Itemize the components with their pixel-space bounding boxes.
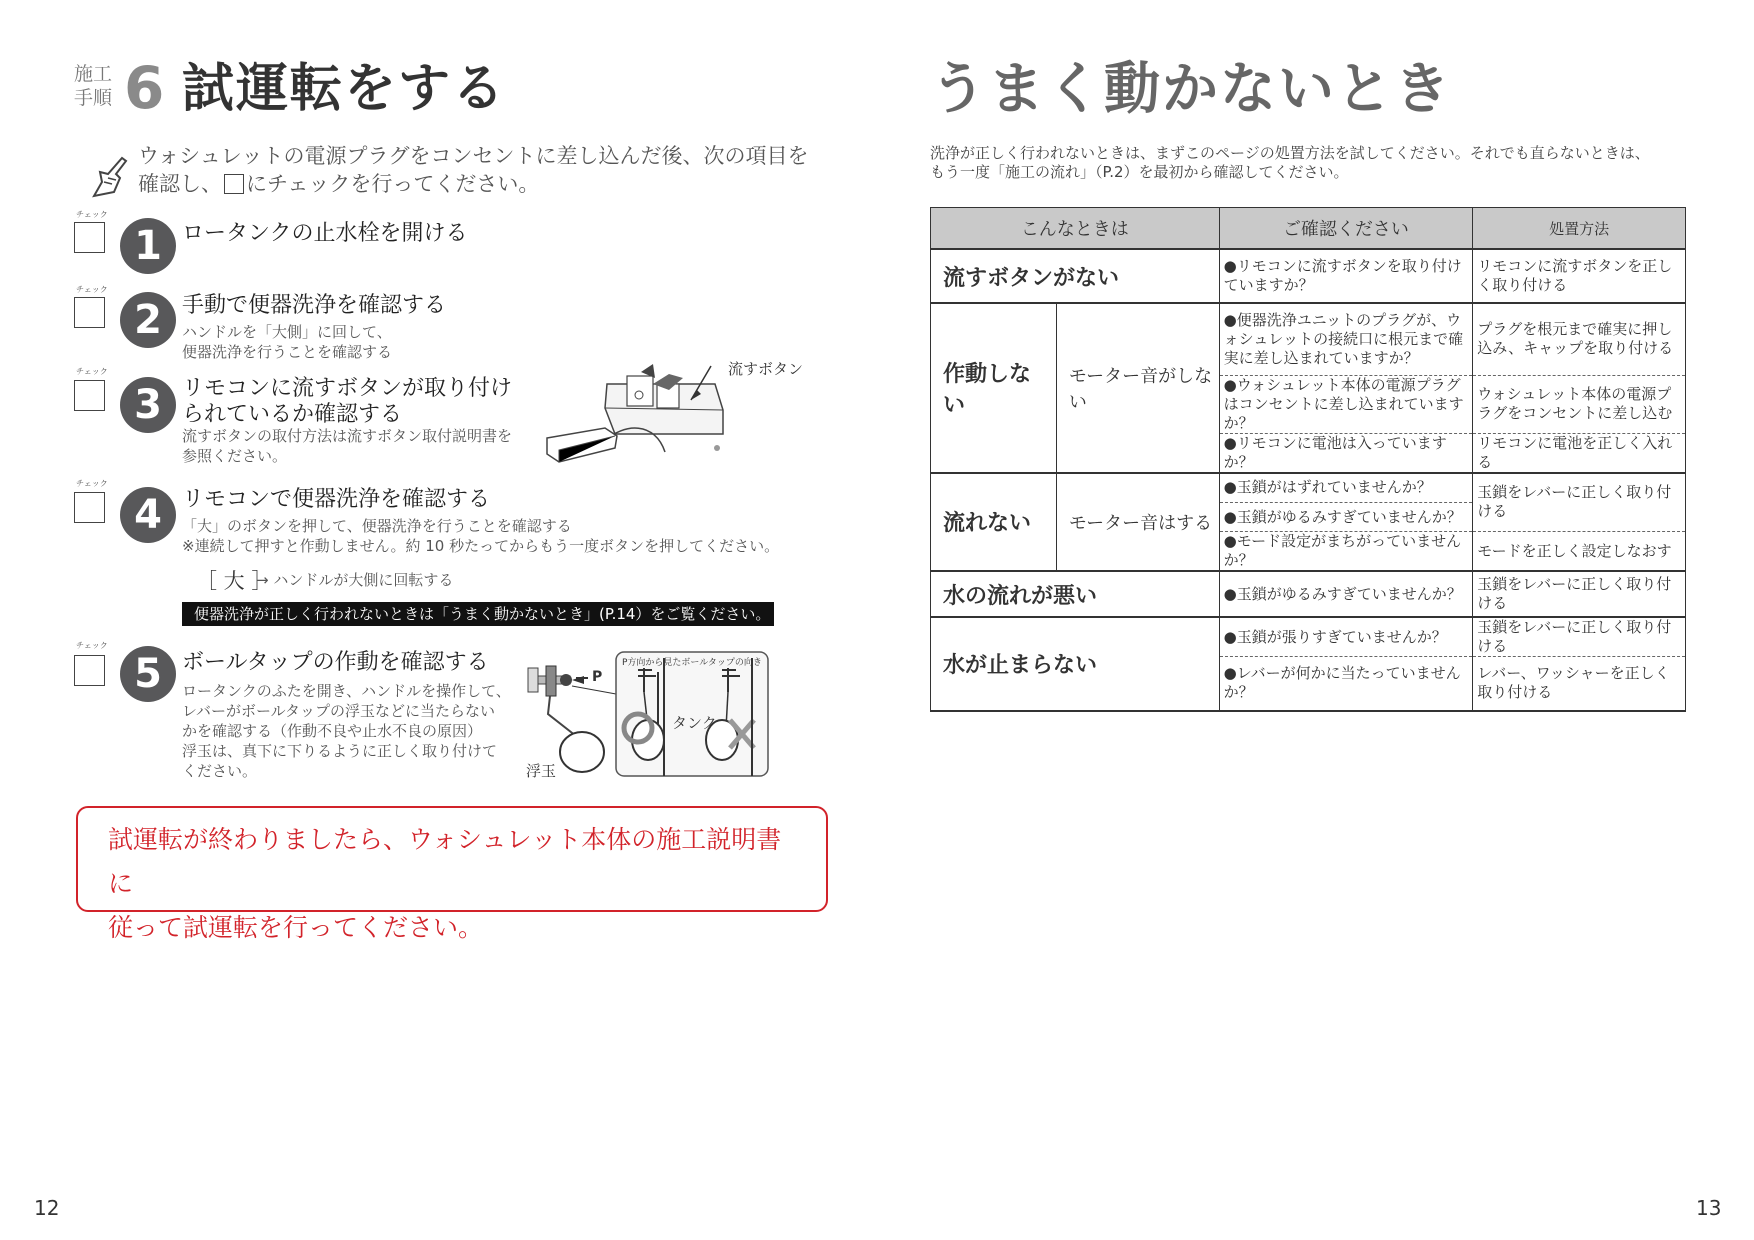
header-fix: 処置方法 [1473, 208, 1686, 250]
table-row [931, 473, 1686, 503]
intro-text [138, 142, 818, 198]
troubleshooting-title: うまく動かないとき [930, 57, 1452, 122]
page-number-right: 13 [1696, 1196, 1722, 1220]
sub-symptom-cell: モーター音がしない [1056, 303, 1219, 473]
page-number-left: 12 [34, 1196, 60, 1220]
troubleshooting-table [930, 207, 1686, 712]
step-3-desc: 流すボタンの取付方法は流すボタン取付説明書を 参照ください。 [182, 427, 513, 465]
fix-cell: ウォシュレット本体の電源プラグをコンセントに差し込む [1473, 375, 1686, 433]
check-cell: ●ウォシュレット本体の電源プラグはコンセントに差し込まれていますか？ [1219, 375, 1473, 433]
symptom-cell: 流すボタンがない [931, 249, 1220, 303]
check-cell: ●玉鎖が張りすぎていませんか？ [1219, 617, 1473, 657]
table-row [931, 617, 1686, 657]
step-4-desc: 「大」のボタンを押して、便器洗浄を行うことを確認する ※連続して押すと作動しません。約 10 秒たってからもう一度ボタンを押してください。 [182, 517, 780, 555]
sub-symptom-cell: モーター音はする [1056, 473, 1219, 572]
step-4-title: リモコンで便器洗浄を確認する [182, 487, 491, 512]
step-3-number: 3 [120, 377, 176, 433]
step-1-checkbox[interactable] [74, 222, 105, 253]
page-title: 試運転をする [182, 59, 507, 119]
tank-label: タンク [672, 714, 717, 732]
pointing-hand-icon [88, 152, 134, 202]
step-2-checkbox[interactable] [74, 297, 105, 328]
handle-rotation-text: → ハンドルが大側に回転する [256, 571, 454, 589]
intro-line-2b: にチェックを行ってください。 [246, 172, 540, 196]
check-label: チェック [76, 367, 108, 376]
fix-cell: 玉鎖をレバーに正しく取り付ける [1473, 473, 1686, 532]
check-cell: ●モード設定がまちがっていませんか？ [1219, 532, 1473, 572]
table-row [931, 303, 1686, 375]
step-2-number: 2 [120, 292, 176, 348]
float-label: 浮玉 [526, 762, 557, 780]
symptom-cell: 水が止まらない [931, 617, 1220, 711]
step-4-checkbox[interactable] [74, 492, 105, 523]
fix-cell: リモコンに電池を正しく入れる [1473, 433, 1686, 473]
step-5-number: 5 [120, 646, 176, 702]
step-5-title: ボールタップの作動を確認する [182, 650, 489, 675]
fix-cell: リモコンに流すボタンを正しく取り付ける [1473, 249, 1686, 303]
symptom-cell: 作動しない [931, 303, 1057, 473]
intro-line-1: ウォシュレットの電源プラグをコンセントに差し込んだ後、次の項目を [138, 144, 809, 168]
step-5-desc: ロータンクのふたを開き、ハンドルを操作して、 レバーがボールタップの浮玉などに当たらない かを確認する（作動不良や止水不良の原因） 浮玉は、真下に下りるように正しく取り付けて ください。 [182, 682, 511, 780]
flush-button-label: 流すボタン [728, 360, 804, 378]
step-label: 施工 手順 [74, 63, 113, 109]
troubleshooting-intro: 洗浄が正しく行われないときは、まずこのページの処置方法を試してください。それでも直らないときは、 もう一度「施工の流れ」（P.2）を最初から確認してください。 [930, 144, 1650, 181]
fix-cell: モードを正しく設定しなおす [1473, 532, 1686, 572]
intro-line-2a: 確認し、 [138, 172, 222, 196]
table-row [931, 249, 1686, 303]
fix-cell: 玉鎖をレバーに正しく取り付ける [1473, 571, 1686, 617]
test-run-notice: 試運転が終わりましたら、ウォシュレット本体の施工説明書に 従って試運転を行ってください。 [76, 806, 828, 912]
check-cell: ●玉鎖がゆるみすぎていませんか？ [1219, 503, 1473, 532]
header-check: ご確認ください [1219, 208, 1473, 250]
step-2-desc: ハンドルを「大側」に回して、 便器洗浄を行うことを確認する [182, 323, 393, 361]
flush-button-illustration [545, 362, 745, 474]
large-button-label: ［ 大 ］ [196, 569, 273, 593]
check-label: チェック [76, 285, 108, 294]
fix-cell: レバー、ワッシャーを正しく取り付ける [1473, 657, 1686, 711]
ballvalve-caption: P方向から見たボールタップの向き [622, 658, 762, 668]
check-cell: ●便器洗浄ユニットのプラグが、ウォシュレットの接続口に根元まで確実に差し込まれていますか？ [1219, 303, 1473, 375]
step-3-title: リモコンに流すボタンが取り付け られているか確認する [182, 376, 513, 427]
symptom-cell: 水の流れが悪い [931, 571, 1220, 617]
symptom-cell: 流れない [931, 473, 1057, 572]
check-label: チェック [76, 641, 108, 650]
check-cell: ●リモコンに電池は入っていますか？ [1219, 433, 1473, 473]
table-row [931, 571, 1686, 617]
step-number: 6 [124, 54, 165, 122]
header-symptom: こんなときは [931, 208, 1220, 250]
fix-cell: プラグを根元まで確実に押し込み、キャップを取り付ける [1473, 303, 1686, 375]
step-3-checkbox[interactable] [74, 380, 105, 411]
check-label: チェック [76, 479, 108, 488]
troubleshooting-note: 便器洗浄が正しく行われないときは「うまく動かないとき」(P.14）をご覧ください。 [182, 602, 774, 626]
check-cell: ●レバーが何かに当たっていませんか？ [1219, 657, 1473, 711]
check-cell: ●リモコンに流すボタンを取り付けていますか？ [1219, 249, 1473, 303]
check-cell: ●玉鎖がゆるみすぎていませんか？ [1219, 571, 1473, 617]
intro-line-2 [138, 170, 818, 198]
check-cell: ●玉鎖がはずれていませんか？ [1219, 473, 1473, 503]
p-direction-label: P [592, 669, 603, 685]
fix-cell: 玉鎖をレバーに正しく取り付ける [1473, 617, 1686, 657]
step-4-number: 4 [120, 487, 176, 543]
check-label: チェック [76, 210, 108, 219]
checkbox-icon [224, 174, 244, 194]
table-header-row [931, 208, 1686, 250]
step-5-checkbox[interactable] [74, 655, 105, 686]
step-1-number: 1 [120, 218, 176, 274]
step-2-title: 手動で便器洗浄を確認する [182, 293, 447, 318]
step-1-title: ロータンクの止水栓を開ける [182, 221, 468, 246]
